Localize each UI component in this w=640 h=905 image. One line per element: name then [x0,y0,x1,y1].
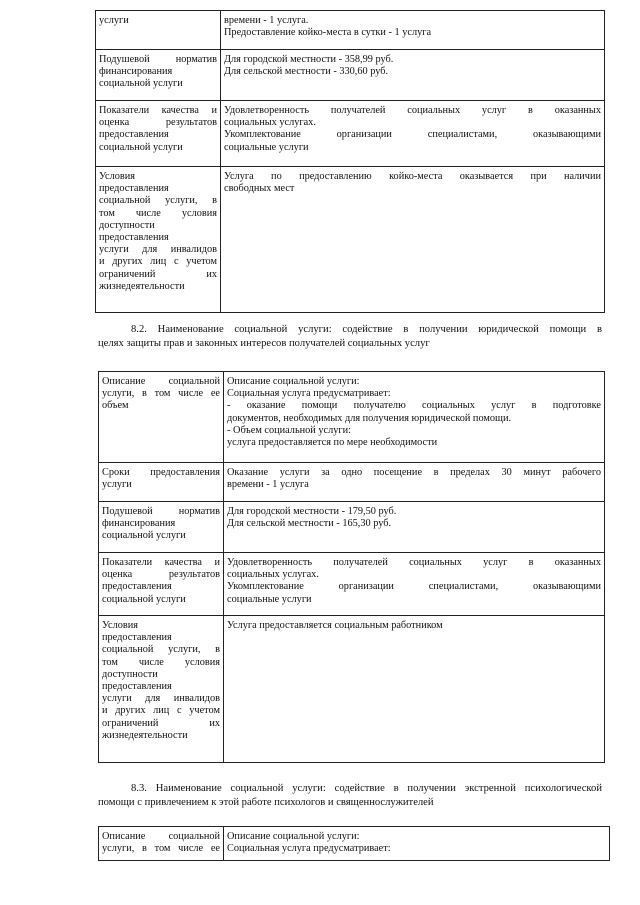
table-row [96,50,605,101]
row-value: Удовлетворенность получателей социальных услуг в оказанных социальных услугах. Укомплектование организации специалистами, оказывающими социальные услуги [221,101,605,167]
row-value: времени - 1 услуга. Предоставление койко-места в сутки - 1 услуга [221,11,605,50]
row-label: Показатели качества и оценка результатов предоставления социальной услуги [96,101,221,167]
service-table-8-1 [95,10,605,313]
row-value: Услуга по предоставлению койко-места оказывается при наличии свободных мест [221,167,605,313]
row-label: Сроки предоставления услуги [99,463,224,502]
row-value: Удовлетворенность получателей социальных услуг в оказанных социальных услугах. Укомплектование организации специалистами, оказывающими социальные услуги [224,553,605,616]
section-heading-8-2: 8.2. Наименование социальной услуги: содействие в получении юридической помощи в целях защиты прав и законных интересов получателей социальных услуг [98,324,602,349]
row-value: Оказание услуги за одно посещение в пределах 30 минут рабочего времени - 1 услуга [224,463,605,502]
row-label: Подушевой норматив финансирования социальной услуги [96,50,221,101]
row-value: Описание социальной услуги: Социальная услуга предусматривает: [224,827,610,861]
row-label: Показатели качества и оценка результатов предоставления социальной услуги [99,553,224,616]
table-row [99,616,605,763]
table-row [99,463,605,502]
row-label: Подушевой норматив финансирования социальной услуги [99,502,224,553]
table-row [96,167,605,313]
service-table-8-2 [98,371,605,763]
section-heading-8-3: 8.3. Наименование социальной услуги: содействие в получении экстренной психологической помощи с привлечением к этой работе психологов и священнослужителей [98,783,602,808]
row-value: Для городской местности - 179,50 руб. Для сельской местности - 165,30 руб. [224,502,605,553]
row-value: Для городской местности - 358,99 руб. Для сельской местности - 330,60 руб. [221,50,605,101]
row-label: Описание социальной услуги, в том числе ее объем [99,372,224,463]
row-value: Описание социальной услуги: Социальная услуга предусматривает: - оказание помощи получателю социальных услуг в подготовке документов, необходимых для получения юридической помощи. - Объем социальной услуги: услуга предоставляется по мере необходимости [224,372,605,463]
table-row [96,11,605,50]
row-label: Описание социальной услуги, в том числе ее [99,827,224,861]
service-table-8-3 [98,826,610,861]
table-row [99,553,605,616]
row-value: Услуга предоставляется социальным работником [224,616,605,763]
row-label: Условия предоставления социальной услуги, в том числе условия доступности предоставления услуги для инвалидов и других лиц с учетом ограничений их жизнедеятельности [99,616,224,763]
table-row [99,827,610,861]
row-label: услуги [96,11,221,50]
table-row [99,372,605,463]
table-row [96,101,605,167]
table-row [99,502,605,553]
row-label: Условия предоставления социальной услуги, в том числе условия доступности предоставления услуги для инвалидов и других лиц с учетом ограничений их жизнедеятельности [96,167,221,313]
